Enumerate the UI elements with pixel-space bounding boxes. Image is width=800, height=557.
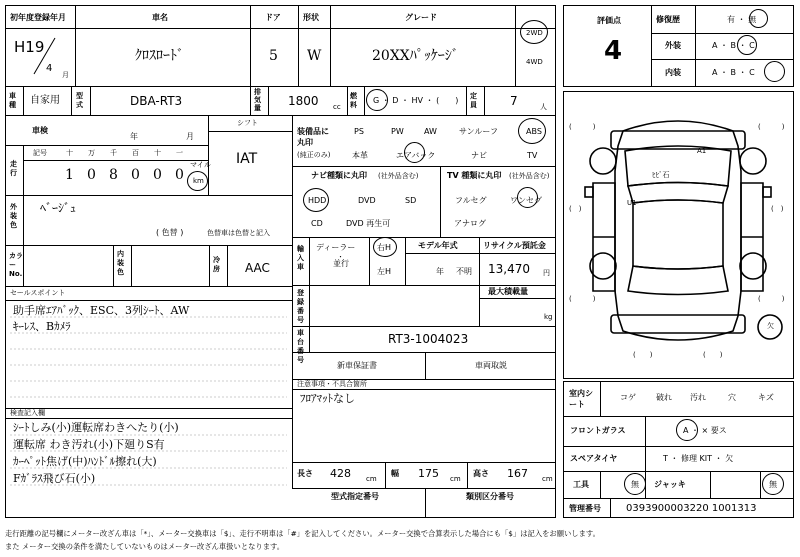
equipment-label: 装備品に丸印 bbox=[297, 127, 329, 147]
tools-label: 工具 bbox=[573, 480, 589, 489]
height-value: 167 bbox=[507, 467, 528, 480]
shape-label: 形状 bbox=[303, 13, 319, 22]
front-glass-label: フロントガラス bbox=[570, 426, 626, 435]
svg-text:( ): ( ) bbox=[633, 351, 653, 359]
tools-value: 無 bbox=[631, 480, 639, 489]
equip-aw: AW bbox=[424, 127, 437, 136]
shift-value: IAT bbox=[236, 151, 258, 167]
fuel-label: 燃料 bbox=[350, 92, 357, 109]
fuel-gasoline-circle bbox=[366, 89, 388, 111]
mileage-unit: 十 bbox=[154, 149, 161, 157]
equip-tv: TV bbox=[527, 151, 538, 160]
equip-sunroof: サンルーフ bbox=[459, 127, 498, 136]
navi-type-sub: (社外品含む) bbox=[378, 172, 419, 180]
mileage-digit: 1 bbox=[65, 167, 74, 183]
tv-type-sub: (社外品含む) bbox=[509, 172, 550, 180]
usage-value: 自家用 bbox=[30, 95, 60, 106]
model-year-label: モデル年式 bbox=[418, 241, 458, 250]
score-value: 4 bbox=[604, 36, 623, 66]
tools-none-circle bbox=[624, 473, 646, 495]
recycle-label: リサイクル預託金 bbox=[483, 241, 546, 250]
max-load-unit: kg bbox=[544, 313, 553, 321]
length-label: 長さ bbox=[297, 469, 313, 478]
exterior-b-circle bbox=[737, 35, 757, 55]
management-number: 0393900003220 1001313 bbox=[626, 503, 757, 514]
height-label: 高さ bbox=[473, 469, 489, 478]
ac-value: AAC bbox=[245, 261, 270, 275]
footer-note-1: 走行距離の記号欄にメーター改ざん車は「*」、メーター交換車は「$」、走行不明車は「#」を記入してください。メーター交換で合算表示した場合にも「$」は記入をお願いします。 bbox=[5, 529, 600, 538]
navi-type-label: ナビ種類に丸印 bbox=[311, 171, 367, 180]
type-cert-label: 型式指定番号 bbox=[331, 492, 379, 501]
abs-circle bbox=[518, 118, 546, 144]
inspection-month: 月 bbox=[186, 132, 194, 141]
mileage-digit: 0 bbox=[153, 167, 162, 183]
notes-value: ﾌﾛｱﾏｯﾄなし bbox=[300, 392, 355, 405]
sales-point-line: ｷｰﾚｽ、Bｶﾒﾗ bbox=[13, 320, 71, 333]
mileage-unit: 千 bbox=[110, 149, 117, 157]
mileage-digit: 0 bbox=[87, 167, 96, 183]
inspection-label: 車検 bbox=[32, 126, 48, 135]
color-change-label: ( 色替 ) bbox=[156, 228, 184, 237]
hdd-circle bbox=[303, 188, 329, 212]
tv-fullseg: フルセグ bbox=[455, 196, 487, 205]
import-right: 右H bbox=[377, 243, 392, 252]
svg-text:( ): ( ) bbox=[758, 123, 785, 131]
length-unit: cm bbox=[366, 475, 377, 483]
registration-month: 4 bbox=[46, 63, 53, 74]
color-no-label: カラーNo. bbox=[9, 252, 23, 278]
spare-tire-label: スペアタイヤ bbox=[570, 454, 618, 463]
sales-points-label: セールスポイント bbox=[10, 289, 66, 297]
glass-a-circle bbox=[676, 419, 698, 441]
repair-history-options: 有 ・ 無 bbox=[727, 15, 757, 24]
interior-color-label: 内装色 bbox=[117, 250, 124, 276]
import-label: 輸入車 bbox=[297, 245, 304, 271]
import-dealer: ディーラー bbox=[316, 243, 356, 252]
mileage-symbol-label: 記号 bbox=[33, 149, 47, 157]
registration-era: H19 bbox=[14, 38, 45, 56]
mile-label: マイル bbox=[190, 161, 211, 169]
repair-none-circle bbox=[749, 9, 768, 28]
svg-text:( ): ( ) bbox=[569, 295, 596, 303]
score-label: 評価点 bbox=[597, 16, 621, 25]
damage-mark-chip: ﾋﾋﾞ石 bbox=[652, 171, 670, 179]
car-name-label: 車名 bbox=[152, 13, 168, 22]
seat-option: 汚れ bbox=[690, 393, 706, 402]
exterior-label: 外装 bbox=[665, 41, 681, 50]
damage-mark-a1: A1 bbox=[697, 147, 707, 155]
class-number-label: 類別区分番号 bbox=[466, 492, 514, 501]
seat-option: 穴 bbox=[728, 393, 736, 402]
drive-4wd: 4WD bbox=[526, 58, 543, 66]
inspection-year: 年 bbox=[130, 132, 138, 141]
grade-label: グレード bbox=[405, 13, 437, 22]
equipment-sub: (純正のみ) bbox=[297, 151, 331, 159]
damage-mark-missing: 欠 bbox=[767, 322, 774, 330]
exterior-color-label: 外装色 bbox=[10, 203, 17, 229]
svg-text:( ): ( ) bbox=[703, 351, 723, 359]
mileage-unit: 一 bbox=[176, 149, 183, 157]
mileage-unit: 百 bbox=[132, 149, 139, 157]
interior-options: A ・ B ・ C bbox=[712, 68, 755, 77]
car-body-diagram bbox=[563, 91, 794, 379]
repair-history-label: 修復歴 bbox=[656, 15, 680, 24]
chassis-number: RT3-1004023 bbox=[388, 332, 469, 346]
displacement-value: 1800 bbox=[288, 94, 319, 108]
car-name: ｸﾛｽﾛｰﾄﾞ bbox=[135, 48, 184, 64]
equip-pw: PW bbox=[391, 127, 404, 136]
model-year-unknown: 不明 bbox=[456, 267, 472, 276]
footer-note-2: また メーター交換の条件を満たしていないものはメーター改ざん車扱いとなります。 bbox=[5, 542, 285, 551]
door-count: 5 bbox=[269, 48, 278, 64]
equip-airbag: エアバック bbox=[396, 151, 436, 160]
navi-dvd-play: DVD 再生可 bbox=[346, 219, 391, 228]
tv-type-label: TV 種類に丸印 bbox=[447, 171, 502, 180]
import-parallel: 並行 bbox=[333, 259, 349, 268]
mileage-digit: 0 bbox=[131, 167, 140, 183]
drive-2wd: 2WD bbox=[526, 29, 543, 37]
mileage-unit: 万 bbox=[88, 149, 95, 157]
tv-analog: アナログ bbox=[454, 219, 486, 228]
warranty-label: 新車保証書 bbox=[337, 361, 377, 370]
interior-label: 内装 bbox=[665, 68, 681, 77]
shift-label: シフト bbox=[237, 119, 258, 127]
capacity-value: 7 bbox=[510, 94, 518, 108]
airbag-circle bbox=[404, 142, 425, 163]
km-label: km bbox=[193, 177, 204, 185]
era-slash bbox=[30, 34, 60, 79]
recycle-unit: 円 bbox=[543, 269, 550, 277]
navi-sd: SD bbox=[405, 196, 417, 205]
capacity-label: 定員 bbox=[470, 92, 477, 109]
svg-text:( ): ( ) bbox=[771, 205, 784, 213]
equip-ps: PS bbox=[354, 127, 364, 136]
spare-tire-options: T ・ 修理 KIT ・ 欠 bbox=[663, 454, 734, 463]
registration-number-label: 登録番号 bbox=[297, 289, 304, 324]
svg-text:( ): ( ) bbox=[569, 123, 596, 131]
tv-oneseg: ワンセグ bbox=[510, 196, 542, 205]
inspector-notes-label: 検査記入欄 bbox=[10, 409, 45, 417]
inspector-note-line: ｶｰﾍﾟｯﾄ焦げ(中)ﾊﾝﾄﾞﾙ擦れ(大) bbox=[13, 455, 157, 468]
width-unit: cm bbox=[450, 475, 461, 483]
import-left: 左H bbox=[377, 267, 392, 276]
jack-value: 無 bbox=[769, 480, 777, 489]
navi-cd: CD bbox=[311, 219, 323, 228]
sales-point-line: 助手席ｴｱﾊﾞｯｸ、ESC、3列ｼｰﾄ、AW bbox=[13, 304, 190, 317]
km-circle bbox=[187, 171, 208, 191]
oneseg-circle bbox=[517, 187, 538, 208]
equip-leather: 本革 bbox=[352, 151, 368, 160]
usage-label: 車種 bbox=[9, 92, 16, 109]
damage-mark-u1: U1 bbox=[627, 199, 637, 207]
exterior-color-value: ﾍﾞｰｼﾞｭ bbox=[40, 201, 77, 215]
management-number-label: 管理番号 bbox=[569, 504, 601, 513]
equip-abs: ABS bbox=[526, 127, 542, 136]
interior-c-circle bbox=[764, 61, 785, 82]
mileage-label: 走行 bbox=[10, 160, 17, 177]
seat-option: キズ bbox=[758, 393, 774, 402]
seat-label: 室内シート bbox=[569, 389, 593, 409]
chassis-label: 車台番号 bbox=[297, 329, 304, 364]
capacity-unit: 人 bbox=[540, 103, 547, 111]
ac-label: 冷房 bbox=[213, 256, 220, 273]
displacement-unit: cc bbox=[333, 103, 341, 111]
inspector-note-line: Fｶﾞﾗｽ飛び石(小) bbox=[13, 472, 96, 485]
model-year-year: 年 bbox=[436, 267, 444, 276]
front-glass-options: A ・ × 要ス bbox=[683, 426, 727, 435]
import-dot: ・ bbox=[337, 253, 344, 261]
inspector-note-line: ｼｰﾄしみ(小)運転席わきへたり(小) bbox=[13, 421, 179, 434]
jack-label: ジャッキ bbox=[654, 480, 686, 489]
seat-option: 破れ bbox=[656, 393, 672, 402]
navi-hdd: HDD bbox=[308, 196, 327, 205]
height-unit: cm bbox=[542, 475, 553, 483]
navi-dvd: DVD bbox=[358, 196, 376, 205]
max-load-label: 最大積載量 bbox=[488, 287, 528, 296]
body-shape: W bbox=[307, 48, 322, 64]
inspector-note-line: 運転席 わき汚れ(小)下廻りS有 bbox=[13, 438, 165, 451]
door-label: ドア bbox=[265, 13, 281, 22]
mileage-digit: 8 bbox=[109, 167, 118, 183]
length-value: 428 bbox=[330, 467, 351, 480]
width-value: 175 bbox=[418, 467, 439, 480]
svg-text:( ): ( ) bbox=[758, 295, 785, 303]
model-label: 型式 bbox=[76, 92, 83, 109]
seat-option: コゲ bbox=[620, 393, 636, 402]
grade-value: 20XXﾊﾟｯｹｰｼﾞ bbox=[372, 48, 459, 64]
recycle-value: 13,470 bbox=[488, 262, 530, 276]
displacement-label: 排気量 bbox=[254, 88, 261, 112]
svg-text:( ): ( ) bbox=[569, 205, 582, 213]
mileage-unit: 十 bbox=[66, 149, 73, 157]
notes-label: 注意事項・不具合箇所 bbox=[297, 380, 367, 388]
drive-2wd-circle bbox=[520, 20, 548, 44]
color-change-note: 色替車は色替と記入 bbox=[207, 229, 270, 237]
exterior-options: A ・ B ・ C bbox=[712, 41, 755, 50]
equip-navi: ナビ bbox=[471, 151, 487, 160]
fuel-options: G ・ D ・ HV ・ ( ) bbox=[373, 96, 459, 105]
mileage-digit: 0 bbox=[175, 167, 184, 183]
manual-label: 車両取説 bbox=[475, 361, 507, 370]
month-unit: 月 bbox=[62, 71, 69, 79]
model-value: DBA-RT3 bbox=[130, 94, 183, 108]
first-registration-label: 初年度登録年月 bbox=[10, 13, 66, 22]
width-label: 幅 bbox=[391, 469, 399, 478]
right-hand-circle bbox=[373, 237, 397, 257]
jack-none-circle bbox=[762, 473, 784, 495]
